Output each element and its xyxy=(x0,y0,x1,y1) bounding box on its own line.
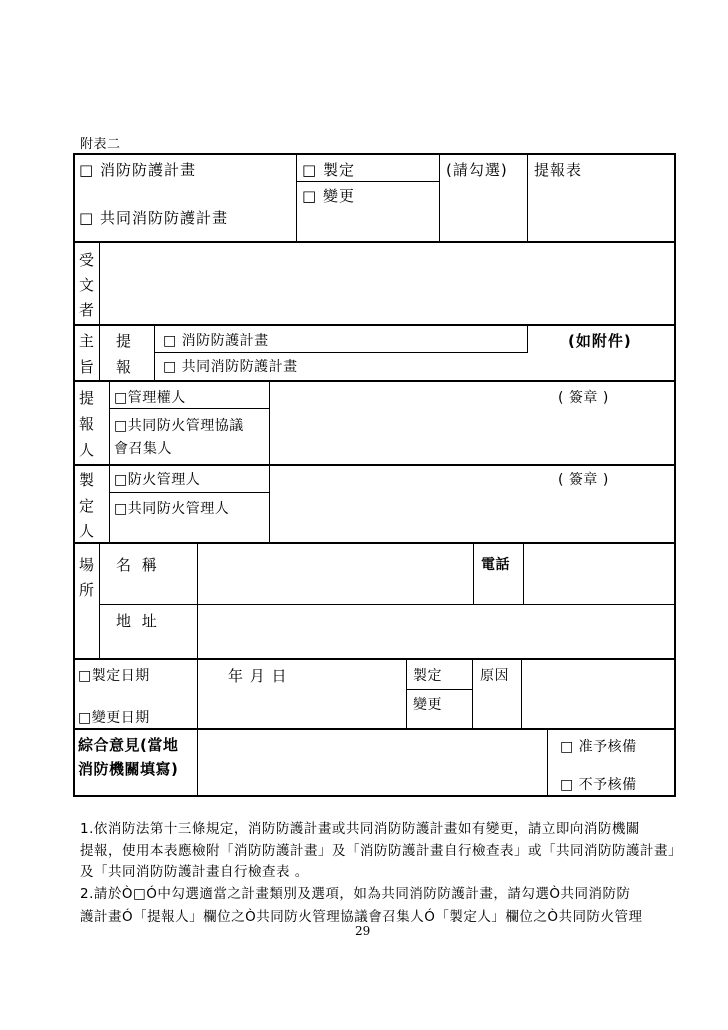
note-line: 及「共同消防防護計畫自行檢查表 。 xyxy=(80,864,309,880)
maker-label-1: 製 xyxy=(79,471,96,489)
plan-fire-checkbox[interactable]: □ 消防防護計畫 xyxy=(79,161,196,179)
page-number: 29 xyxy=(355,924,371,938)
note-line: 2.請於Ò□Ó中勾選適當之計畫類別及選項，如為共同消防防護計畫，請勾選Ò共同消防防 xyxy=(80,886,631,902)
subject-label-1: 主 xyxy=(79,332,96,350)
submit-label-1: 提 xyxy=(116,332,133,350)
change-date-checkbox[interactable]: □變更日期 xyxy=(78,710,150,726)
phone-field[interactable] xyxy=(525,544,673,603)
maker-label-2: 定 xyxy=(79,497,96,515)
make-date-checkbox[interactable]: □製定日期 xyxy=(78,668,150,684)
reporter-label-1: 提 xyxy=(79,389,96,407)
submit-label-2: 報 xyxy=(116,358,133,376)
change-checkbox[interactable]: □ 變更 xyxy=(302,187,355,205)
subject-joint-checkbox[interactable]: □ 共同消防防護計畫 xyxy=(163,359,298,375)
fire-manager-checkbox[interactable]: □防火管理人 xyxy=(114,472,201,488)
maker-field[interactable] xyxy=(271,466,551,540)
opinion-label-2: 消防機關填寫) xyxy=(78,760,179,778)
place-label-1: 場 xyxy=(79,556,96,574)
note-line: 護計畫Ó「提報人」欄位之Ò共同防火管理協議會召集人Ó「製定人」欄位之Ò共同防火管理 xyxy=(80,909,643,925)
date-ymd: 年 月 日 xyxy=(228,667,288,685)
place-address-label: 地 址 xyxy=(116,612,160,630)
phone-label: 電話 xyxy=(481,557,510,573)
note-line: 提報，使用本表應檢附「消防防護計畫」及「消防防護計畫自行檢查表」或「共同消防防護計畫」 xyxy=(80,843,682,859)
convener-checkbox[interactable]: □共同防火管理協議 xyxy=(114,418,244,434)
place-name-field[interactable] xyxy=(199,544,471,603)
maker-seal: ( 簽章 ) xyxy=(558,472,609,488)
attached-note: (如附件) xyxy=(568,332,632,350)
recipient-label-3: 者 xyxy=(79,301,96,319)
place-label-2: 所 xyxy=(79,581,96,599)
reject-checkbox[interactable]: □ 不予核備 xyxy=(560,777,637,793)
check-hint: (請勾選) xyxy=(446,161,508,179)
opinion-field[interactable] xyxy=(199,730,545,794)
plan-joint-checkbox[interactable]: □ 共同消防防護計畫 xyxy=(79,209,228,227)
note-line: 1.依消防法第十三條規定，消防防護計畫或共同消防防護計畫如有變更，請立即向消防機關 xyxy=(80,821,640,837)
recipient-label-1: 受 xyxy=(79,251,96,269)
subject-label-2: 旨 xyxy=(79,358,96,376)
reporter-label-3: 人 xyxy=(79,441,96,459)
make-checkbox[interactable]: □ 製定 xyxy=(302,161,355,179)
place-name-label: 名 稱 xyxy=(116,556,160,574)
approve-checkbox[interactable]: □ 准予核備 xyxy=(560,739,637,755)
report-form-title: 提報表 xyxy=(534,161,583,179)
reporter-label-2: 報 xyxy=(79,415,96,433)
subject-fire-checkbox[interactable]: □ 消防防護計畫 xyxy=(163,333,269,349)
date-make-label: 製定 xyxy=(413,668,442,684)
reporter-field[interactable] xyxy=(271,382,551,462)
recipient-field[interactable] xyxy=(101,243,673,323)
form-caption: 附表二 xyxy=(80,137,121,152)
opinion-label-1: 綜合意見(當地 xyxy=(78,736,179,754)
date-change-label: 變更 xyxy=(413,697,442,713)
reason-field[interactable] xyxy=(523,660,673,727)
owner-checkbox[interactable]: □管理權人 xyxy=(114,390,186,406)
maker-label-3: 人 xyxy=(79,522,96,540)
reason-label: 原因 xyxy=(480,668,509,684)
recipient-label-2: 文 xyxy=(79,276,96,294)
place-address-field[interactable] xyxy=(199,606,673,657)
reporter-seal: ( 簽章 ) xyxy=(558,390,609,406)
convener-label-cont: 會召集人 xyxy=(114,441,172,457)
joint-manager-checkbox[interactable]: □共同防火管理人 xyxy=(114,501,230,517)
